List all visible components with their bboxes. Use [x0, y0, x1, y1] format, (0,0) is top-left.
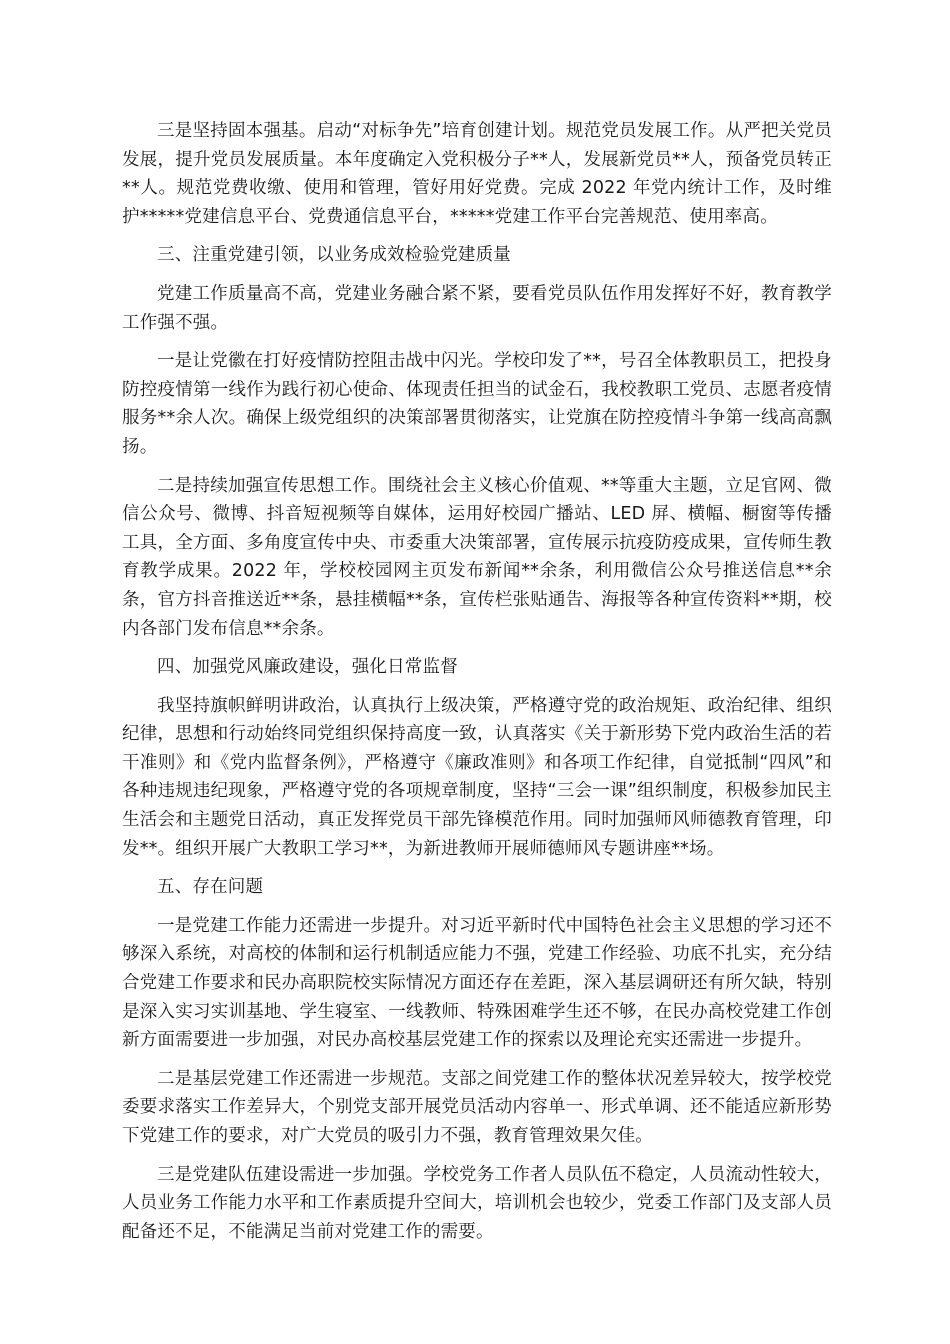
paragraph-problem-team-building: 三是党建队伍建设需进一步加强。学校党务工作者人员队伍不稳定，人员流动性较大，人员业务工作能力水平和工作素质提升空间大，培训机会也较少，党委工作部门及支部人员配备还不足，不能满足当前对党建工作的需要。: [122, 1164, 832, 1242]
paragraph-epidemic-prevention: 一是让党徽在打好疫情防控阻击战中闪光。学校印发了**，号召全体教职员工，把投身防控疫情第一线作为践行初心使命、体现责任担当的试金石，我校教职工党员、志愿者疫情服务**余人次。确保上级党组织的决策部署贯彻落实，让党旗在防控疫情斗争第一线高高飘扬。: [122, 351, 832, 457]
paragraph-party-quality-intro: 党建工作质量高不高，党建业务融合紧不紧，要看党员队伍作用发挥好不好，教育教学工作强不强。: [122, 283, 832, 333]
document-body: [122, 117, 832, 1256]
section-heading-five: 五、存在问题: [157, 877, 264, 898]
paragraph-clean-governance: 我坚持旗帜鲜明讲政治，认真执行上级决策，严格遵守党的政治规矩、政治纪律、组织纪律，思想和行动始终同党组织保持高度一致，认真落实《关于新形势下党内政治生活的若干准则》和《党内监督条例》，严格遵守《廉政准则》和各项工作纪律，自觉抵制“四风”和各种违规违纪现象，严格遵守党的各项规章制度，坚持“三会一课”组织制度，积极参加民主生活会和主题党日活动，真正发挥党员干部先锋模范作用。同时加强师风师德教育管理，印发**。组织开展广大教职工学习**，为新进教师开展师德师风专题讲座**场。: [122, 695, 832, 859]
paragraph-problem-standardization: 二是基层党建工作还需进一步规范。支部之间党建工作的整体状况差异较大，按学校党委要求落实工作差异大，个别党支部开展党员活动内容单一、形式单调、还不能适应新形势下党建工作的要求，对广大党员的吸引力不强，教育管理效果欠佳。: [122, 1068, 832, 1146]
paragraph-party-building-foundation: 三是坚持固本强基。启动“对标争先”培育创建计划。规范党员发展工作。从严把关党员发展，提升党员发展质量。本年度确定入党积极分子**人，发展新党员**人，预备党员转正**人。规范党费收缴、使用和管理，管好用好党费。完成 2022 年党内统计工作，及时维护*****党建信息平台、党费通信息平台，*****党建工作平台完善规范、使用率高。: [122, 121, 832, 227]
paragraph-problem-capability: 一是党建工作能力还需进一步提升。对习近平新时代中国特色社会主义思想的学习还不够深入系统，对高校的体制和运行机制适应能力不强，党建工作经验、功底不扎实，充分结合党建工作要求和民办高职院校实际情况方面还存在差距，深入基层调研还有所欠缺，特别是深入实习实训基地、学生寝室、一线教师、特殊困难学生还不够，在民办高校党建工作创新方面需要进一步加强，对民办高校基层党建工作的探索以及理论充实还需进一步提升。: [122, 915, 832, 1051]
section-heading-four: 四、加强党风廉政建设，强化日常监督: [157, 657, 458, 678]
section-heading-three: 三、注重党建引领，以业务成效检验党建质量: [157, 245, 511, 266]
paragraph-publicity-work: 二是持续加强宣传思想工作。围绕社会主义核心价值观、**等重大主题，立足官网、微信公众号、微博、抖音短视频等自媒体，运用好校园广播站、LED 屏、横幅、橱窗等传播工具，全方面、多角度宣传中央、市委重大决策部署，宣传展示抗疫防疫成果，宣传师生教育教学成果。2022 年，学校校园网主页发布新闻**余条，利用微信公众号推送信息**余条，官方抖音推送近**条，悬挂横幅**条，宣传栏张贴通告、海报等各种宣传资料**期，校内各部门发布信息**余条。: [122, 475, 832, 639]
